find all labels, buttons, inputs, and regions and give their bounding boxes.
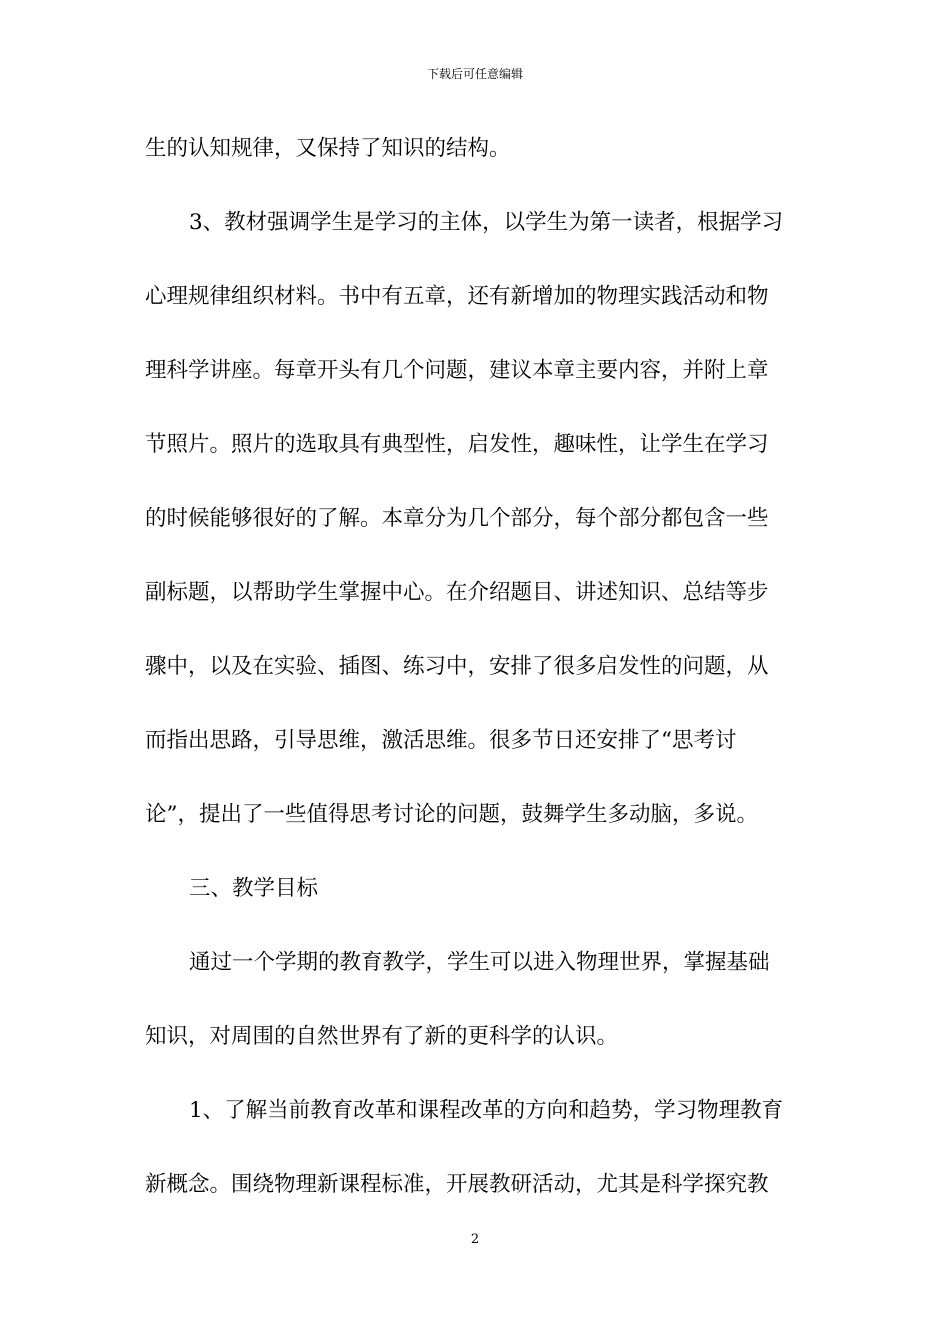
paragraph-line: 而指出思路，引导思维，激活思维。很多节日还安排了“思考讨 (145, 728, 737, 753)
paragraph-line: 节照片。照片的选取具有典型性，启发性，趣味性，让学生在学习 (145, 432, 769, 457)
paragraph-line: 1、了解当前教育改革和课程改革的方向和趋势，学习物理教育 (189, 1098, 784, 1123)
paragraph-line: 3、教材强调学生是学习的主体，以学生为第一读者，根据学习 (189, 210, 784, 235)
document-body (145, 127, 815, 1237)
page-header: 下载后可任意编辑 (426, 67, 523, 81)
paragraph-line: 知识，对周围的自然世界有了新的更科学的认识。 (145, 1024, 619, 1049)
paragraph-line: 心理规律组织材料。书中有五章，还有新增加的物理实践活动和物 (145, 284, 769, 309)
paragraph-line: 生的认知规律，又保持了知识的结构。 (145, 136, 511, 161)
paragraph-line: 理科学讲座。每章开头有几个问题，建议本章主要内容，并附上章 (145, 358, 769, 383)
paragraph-line: 副标题，以帮助学生掌握中心。在介绍题目、讲述知识、总结等步 (145, 580, 769, 605)
section-heading: 三、教学目标 (189, 876, 319, 901)
page-number: 2 (470, 1232, 480, 1247)
paragraph-line: 新概念。围绕物理新课程标准，开展教研活动，尤其是科学探究教 (145, 1172, 769, 1197)
paragraph-line: 骤中，以及在实验、插图、练习中，安排了很多启发性的问题，从 (145, 654, 769, 679)
paragraph-line: 的时候能够很好的了解。本章分为几个部分，每个部分都包含一些 (145, 506, 769, 531)
paragraph-line: 论”，提出了一些值得思考讨论的问题，鼓舞学生多动脑，多说。 (145, 802, 758, 827)
paragraph-line: 通过一个学期的教育教学，学生可以进入物理世界，掌握基础 (189, 950, 770, 975)
